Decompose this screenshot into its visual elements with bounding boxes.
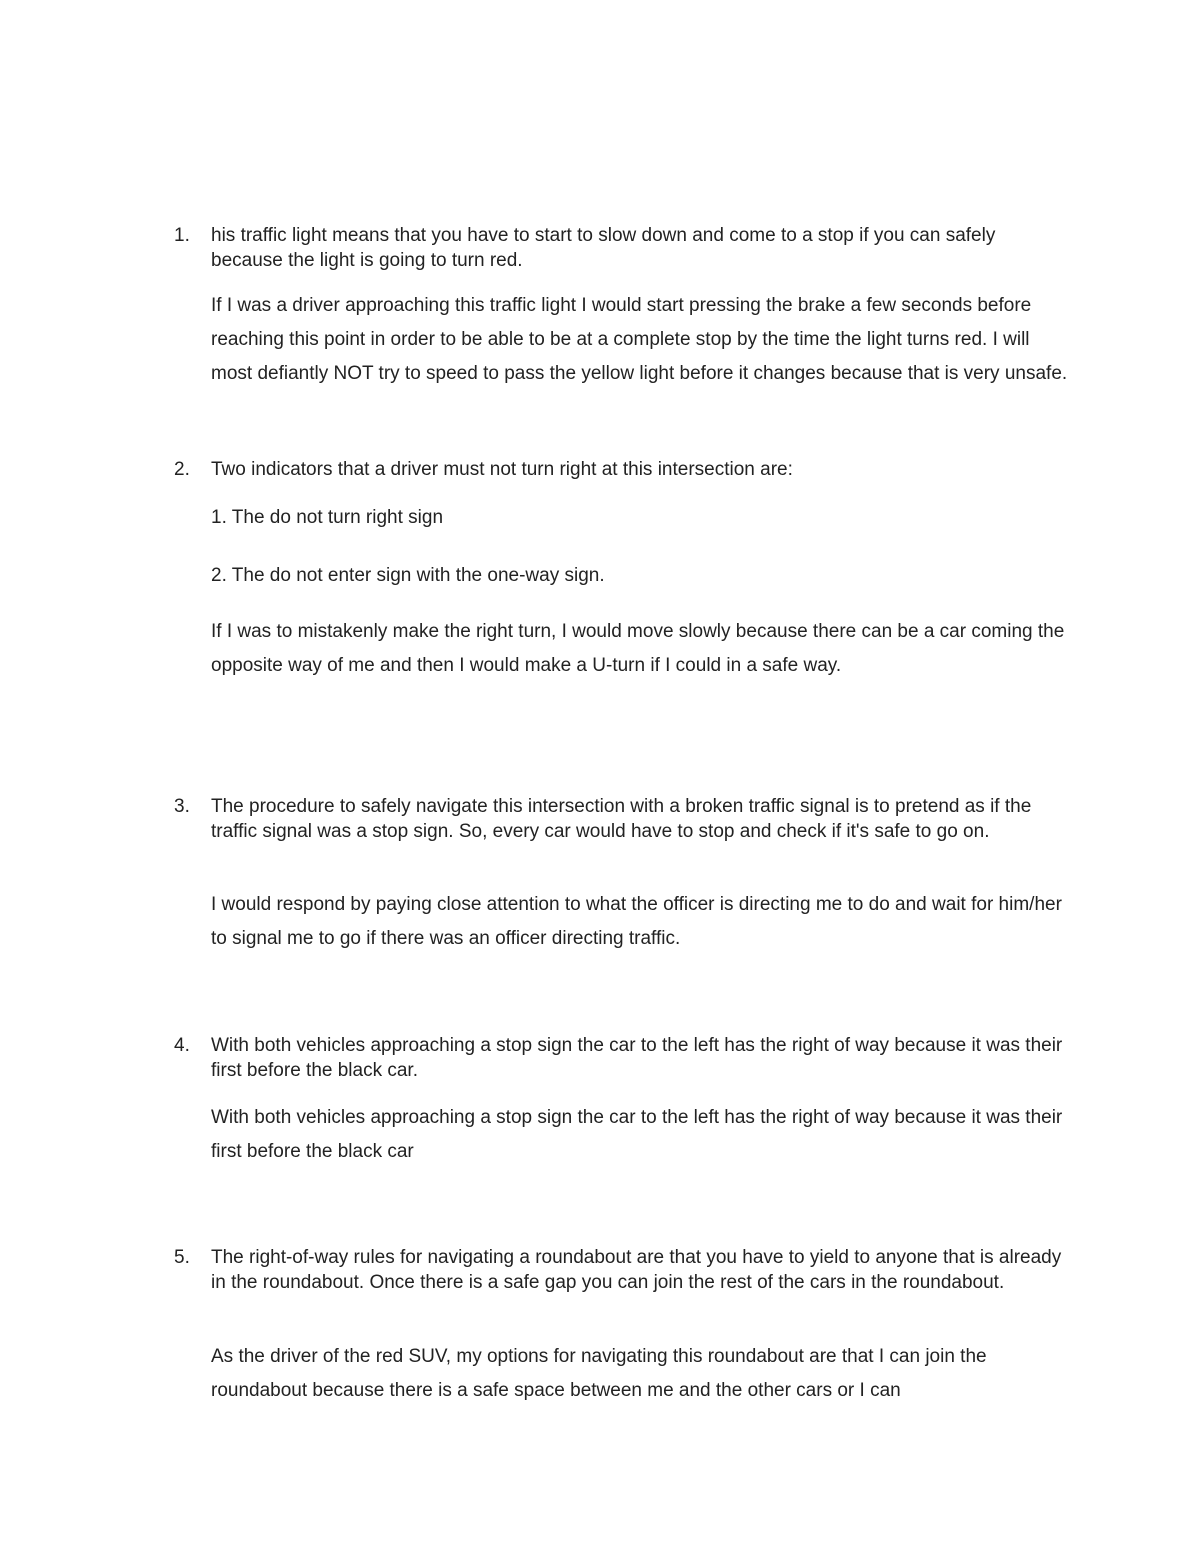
- item-paragraph: With both vehicles approaching a stop sign the car to the left has the right of way because it was their first before the black car: [211, 1107, 1063, 1162]
- item-number: 1.: [174, 225, 190, 246]
- item-lead-text: his traffic light means that you have to start to slow down and come to a stop if you can safely because the light is going to turn red.: [211, 225, 996, 271]
- item-paragraph: If I was a driver approaching this traffic light I would start pressing the brake a few seconds before reaching this point in order to be able to be at a complete stop by the time the light turns red. I will most defiantly NOT try to speed to pass the yellow light before it changes because that is very unsafe.: [211, 295, 1068, 384]
- item-lead-text: The right-of-way rules for navigating a roundabout are that you have to yield to anyone that is already in the roundabout. Once there is a safe gap you can join the rest of the cars in the roundabout.: [211, 1247, 1062, 1293]
- item-number: 2.: [174, 459, 190, 480]
- item-lead-text: Two indicators that a driver must not turn right at this intersection are:: [211, 459, 793, 480]
- item-number: 5.: [174, 1247, 190, 1268]
- item-paragraph: If I was to mistakenly make the right turn, I would move slowly because there can be a car coming the opposite way of me and then I would make a U-turn if I could in a safe way.: [211, 621, 1065, 676]
- item-paragraph: I would respond by paying close attention to what the officer is directing me to do and wait for him/her to signal me to go if there was an officer directing traffic.: [211, 894, 1062, 949]
- item-paragraph: As the driver of the red SUV, my options for navigating this roundabout are that I can join the roundabout because there is a safe space between me and the other cars or I can: [211, 1346, 987, 1401]
- sub-item-2: 2. The do not enter sign with the one-way sign.: [211, 565, 605, 586]
- sub-item-1: 1. The do not turn right sign: [211, 507, 444, 528]
- item-lead-text: With both vehicles approaching a stop sign the car to the left has the right of way because it was their first before the black car.: [211, 1035, 1063, 1081]
- item-lead-text: The procedure to safely navigate this intersection with a broken traffic signal is to pretend as if the traffic signal was a stop sign. So, every car would have to stop and check if it's safe to go on.: [211, 796, 1032, 842]
- item-number: 3.: [174, 796, 190, 817]
- item-number: 4.: [174, 1035, 190, 1056]
